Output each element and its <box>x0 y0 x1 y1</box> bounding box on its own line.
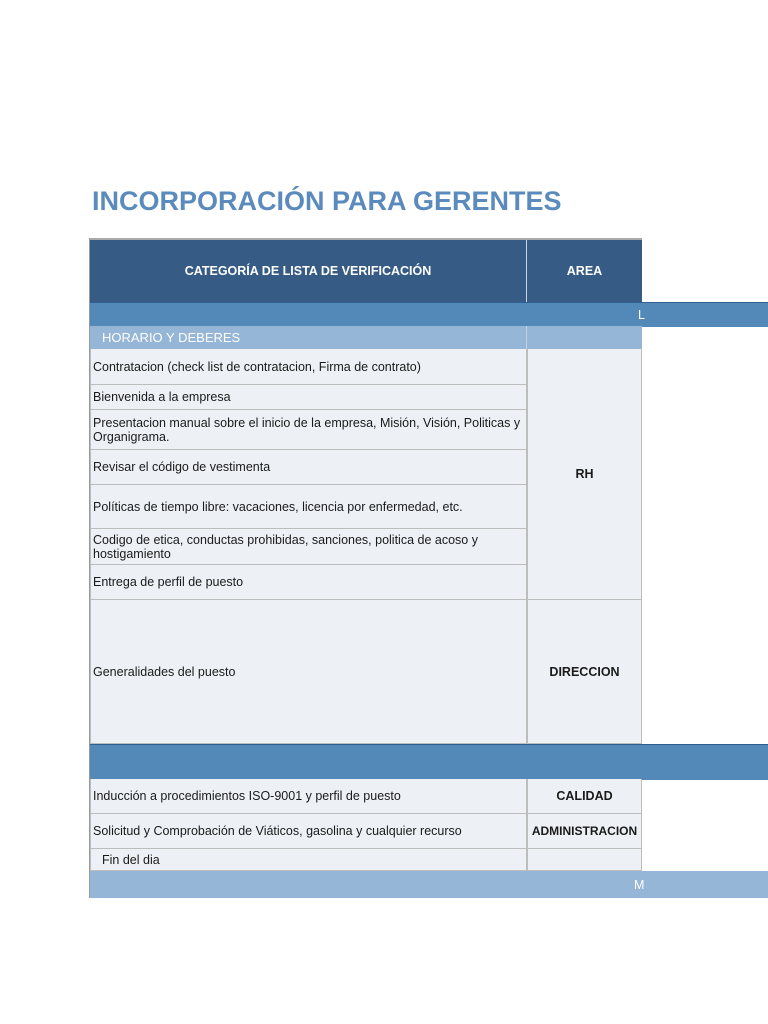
checklist-row: Políticas de tiempo libre: vacaciones, licencia por enfermedad, etc. <box>90 485 527 529</box>
end-of-day-row: Fin del dia <box>90 849 527 871</box>
day-band-1 <box>90 302 768 327</box>
end-of-day-area <box>527 849 642 871</box>
checklist-row: Inducción a procedimientos ISO-9001 y perfil de puesto <box>90 779 527 814</box>
checklist-row: Revisar el código de vestimenta <box>90 450 527 485</box>
header-area: AREA <box>527 240 642 302</box>
checklist-row: Solicitud y Comprobación de Viáticos, gasolina y cualquier recurso <box>90 814 527 849</box>
checklist-row: Entrega de perfil de puesto <box>90 565 527 600</box>
area-rh: RH <box>527 349 642 600</box>
document-title: INCORPORACIÓN PARA GERENTES <box>92 186 562 216</box>
day-band-2 <box>90 744 768 780</box>
area-direccion: DIRECCION <box>527 600 642 744</box>
checklist-row: Contratacion (check list de contratacion, Firma de contrato) <box>90 349 527 385</box>
section-area-cell <box>527 326 642 349</box>
section-title: HORARIO Y DEBERES <box>90 326 527 349</box>
checklist-row: Codigo de etica, conductas prohibidas, sanciones, politica de acoso y hostigamiento <box>90 529 527 565</box>
checklist-row: Presentacion manual sobre el inicio de la empresa, Misión, Visión, Politicas y Organigrama. <box>90 410 527 450</box>
area-calidad: CALIDAD <box>527 779 642 814</box>
day-band-1-label: L <box>638 308 645 322</box>
checklist-row: Generalidades del puesto <box>90 600 527 744</box>
day-band-3 <box>90 871 768 898</box>
day-band-3-label: M <box>634 877 645 892</box>
header-category: CATEGORÍA DE LISTA DE VERIFICACIÓN <box>90 240 527 302</box>
area-administracion: ADMINISTRACION <box>527 814 642 849</box>
checklist-table <box>90 238 768 898</box>
checklist-row: Bienvenida a la empresa <box>90 385 527 410</box>
